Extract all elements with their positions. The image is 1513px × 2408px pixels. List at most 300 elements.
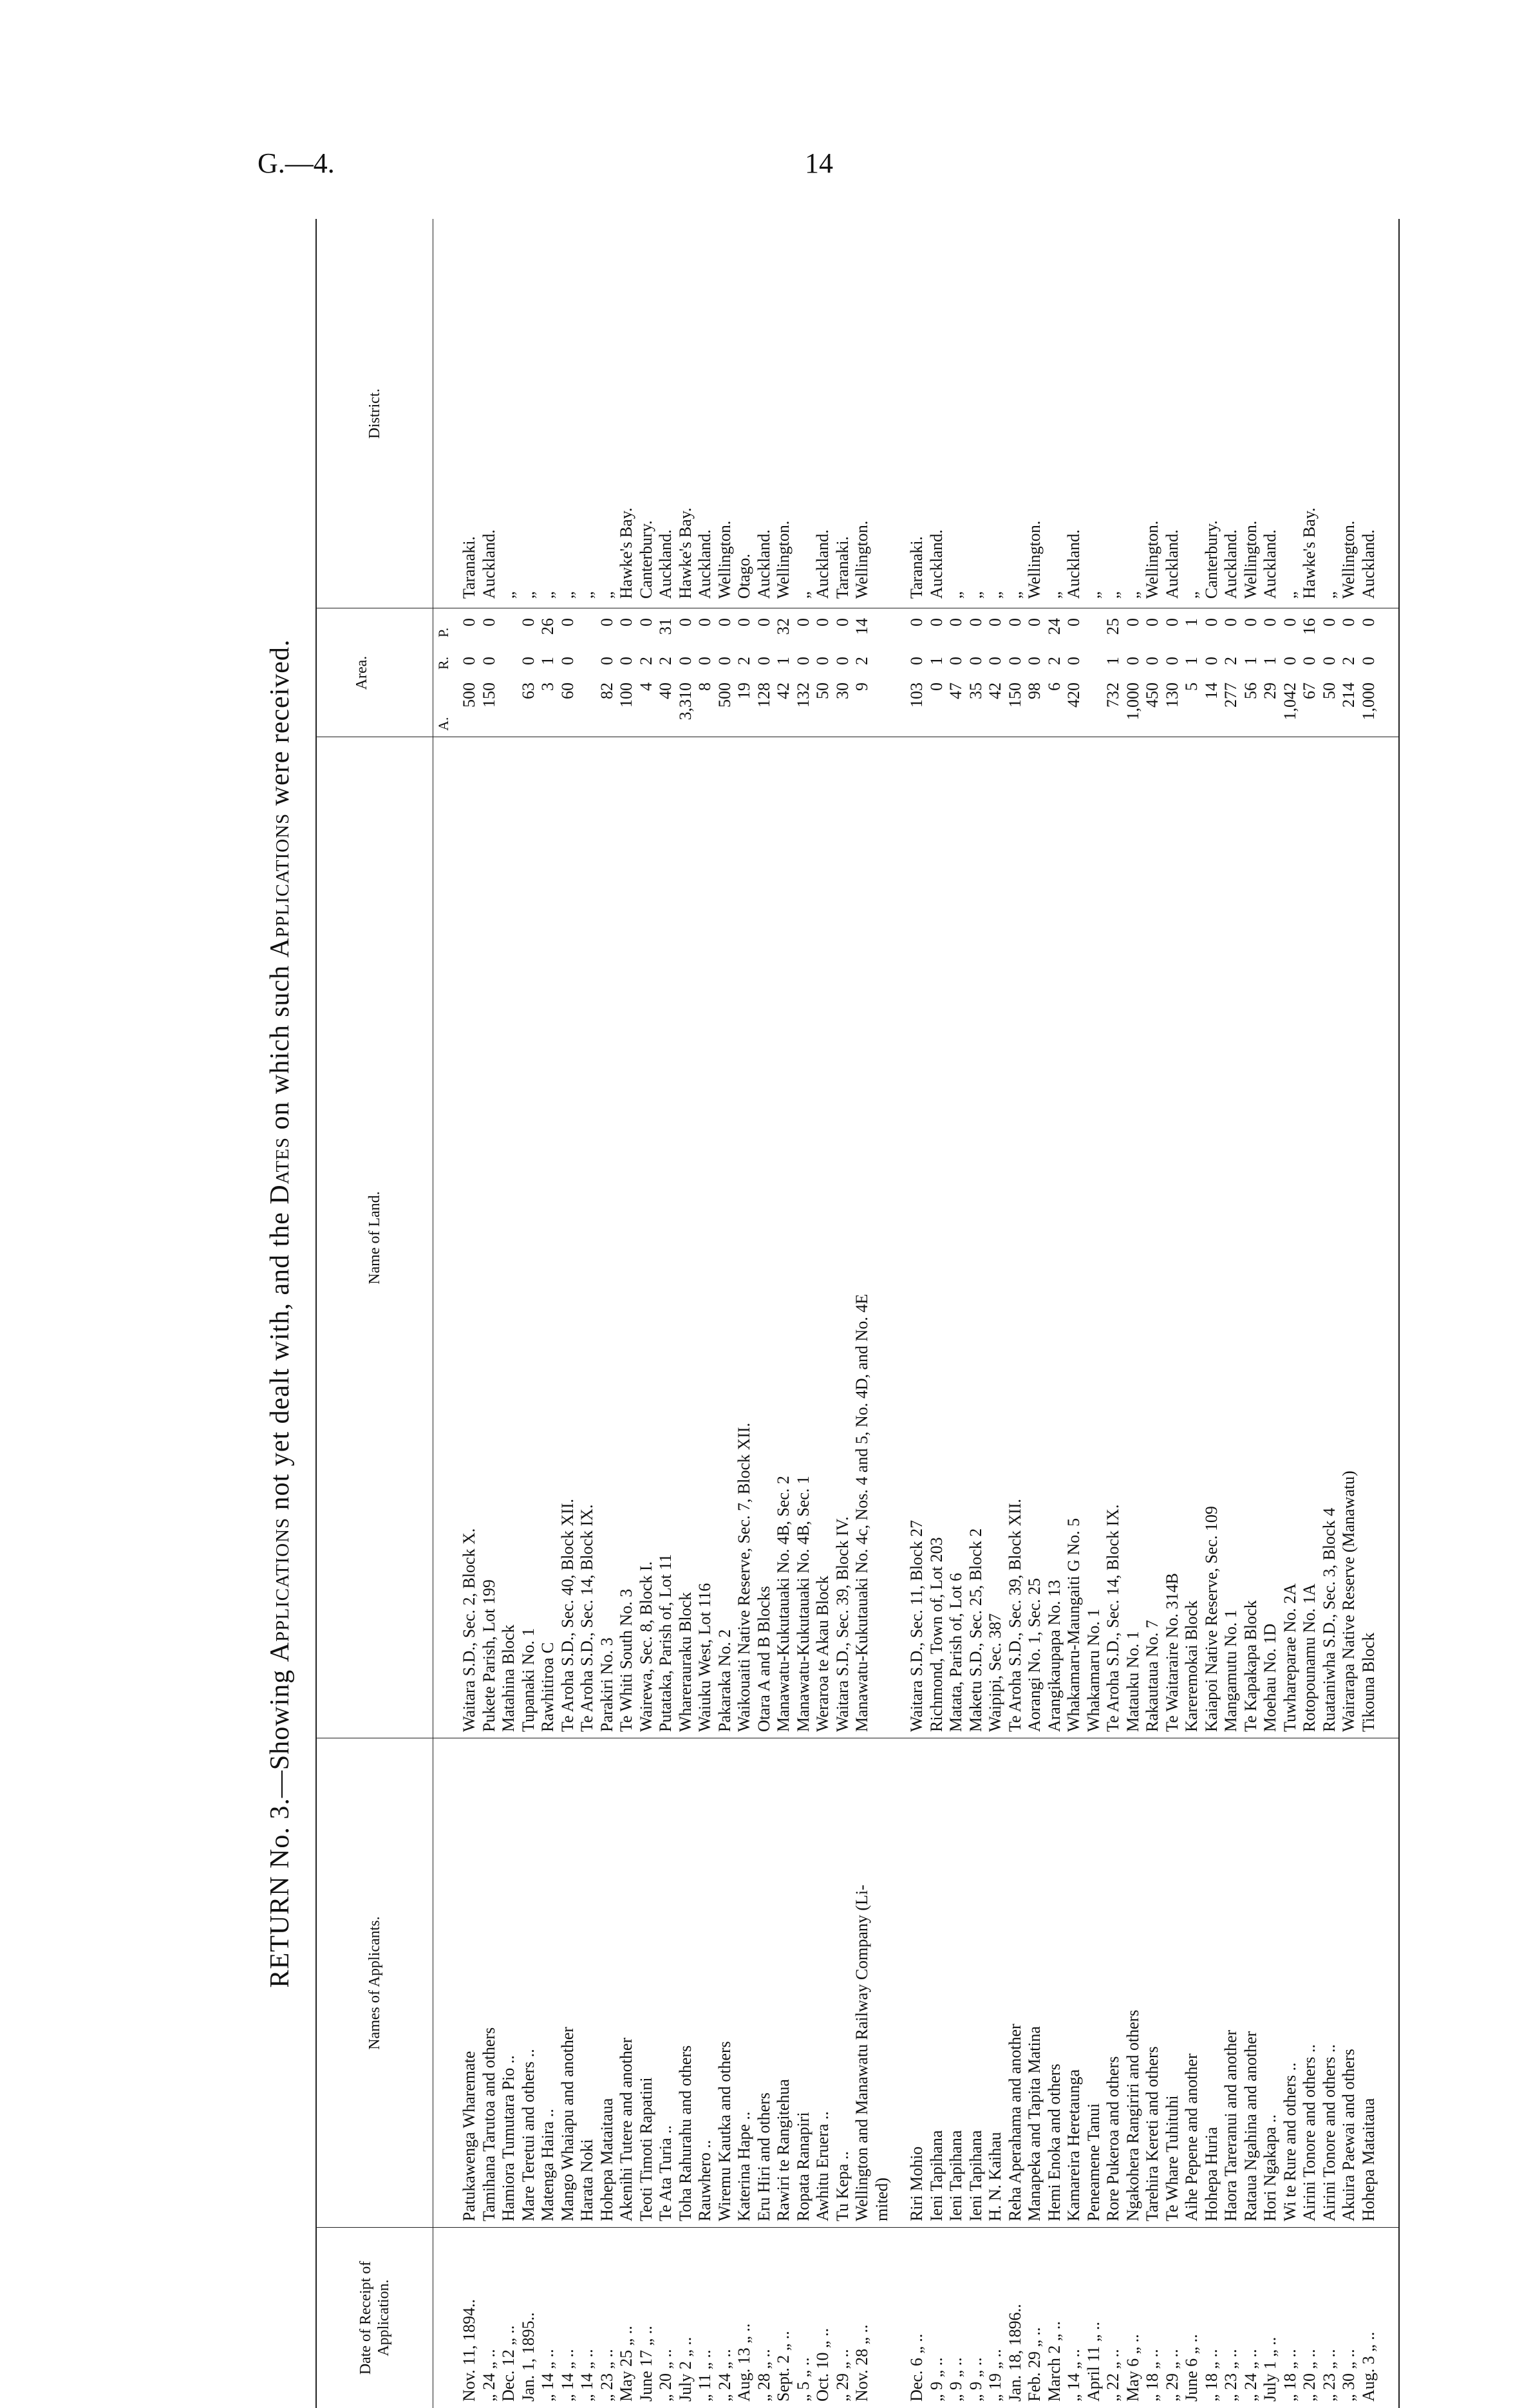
date-cell: „ 5 „ .. (793, 2357, 813, 2402)
applicant-cell: Hohepa Mataitaua (1358, 2098, 1378, 2221)
area-roods-cell: 1 (774, 657, 793, 665)
area-roods-cell: 1 (1241, 657, 1260, 665)
table-row (812, 219, 834, 2408)
area-roods-cell: 0 (946, 657, 965, 665)
table-row (1279, 219, 1301, 2408)
date-cell: June 6 „ .. (1182, 2334, 1201, 2402)
applicant-cell: Aihe Pepene and another (1182, 2053, 1201, 2221)
date-cell: „ 29 „ .. (1162, 2349, 1181, 2402)
applicant-cell: Manapeka and Tapita Matina (1025, 2026, 1044, 2221)
area-acres-cell: 29 (1261, 682, 1279, 699)
area-perches-cell: 0 (1143, 618, 1161, 626)
area-perches-cell: 0 (1261, 618, 1279, 626)
table-row (832, 219, 854, 2408)
date-cell: Dec. 6 „ .. (907, 2333, 926, 2402)
area-acres-cell: 19 (735, 682, 753, 699)
area-perches-cell: 0 (1005, 618, 1024, 626)
area-roods-cell: 2 (1044, 657, 1064, 665)
applicant-cell: Mare Teretui and others .. (518, 2049, 538, 2221)
area-perches-cell: 0 (1280, 618, 1299, 626)
table-row (1083, 219, 1105, 2408)
district-cell: „ (499, 591, 518, 599)
area-acres-cell: 35 (966, 682, 985, 699)
col-header-date: Date of Receipt of Application. (357, 2261, 392, 2375)
district-cell: „ (518, 591, 538, 599)
date-cell: „ 9 „ .. (926, 2357, 946, 2402)
date-cell: „ 24 „ .. (1241, 2349, 1260, 2402)
date-cell: „ 23 „ .. (1221, 2349, 1240, 2402)
date-cell: July 2 „ .. (675, 2337, 695, 2402)
applicant-cell: Teoti Timoti Rapatini (636, 2077, 655, 2221)
area-perches-cell: 0 (1025, 618, 1044, 626)
area-perches-cell: 0 (793, 618, 813, 626)
table-row (576, 219, 598, 2408)
district-cell: Canterbury. (636, 520, 655, 599)
area-perches-cell: 0 (675, 618, 695, 626)
table-row (945, 219, 967, 2408)
district-cell: „ (578, 591, 596, 599)
area-roods-cell: 0 (675, 657, 695, 665)
area-acres-cell: 56 (1241, 682, 1260, 699)
applicant-cell: Katerina Hape .. (735, 2111, 753, 2221)
table-row (655, 219, 677, 2408)
area-perches-cell: 0 (1221, 618, 1240, 626)
land-cell: Waitara S.D., Sec. 2, Block X. (460, 1528, 478, 1732)
area-acres-cell: 103 (907, 682, 926, 708)
area-perches-cell: 0 (1358, 618, 1378, 626)
area-acres-cell: 150 (1005, 682, 1024, 708)
table-row (793, 219, 814, 2408)
applicant-cell: Ieni Tapihana (966, 2130, 985, 2221)
applicant-cell: Airini Tonore and others .. (1300, 2044, 1319, 2221)
district-cell: Hawke's Bay. (1300, 507, 1319, 599)
applicant-cell: Reha Aperahama and another (1005, 2024, 1024, 2221)
district-cell: „ (558, 591, 577, 599)
land-cell: Te Aroha S.D., Sec. 39, Block XII. (1005, 1498, 1024, 1732)
area-perches-cell: 24 (1044, 618, 1064, 635)
applicant-cell: Patukawenga Wharemate (460, 2051, 478, 2221)
area-roods-cell: 0 (813, 657, 832, 665)
area-perches-cell: 0 (946, 618, 965, 626)
table-row (635, 219, 657, 2408)
area-perches-cell: 14 (852, 618, 871, 635)
table-row (1240, 219, 1262, 2408)
district-cell: Auckland. (926, 529, 946, 599)
table-row (733, 219, 755, 2408)
land-cell: Tupanaki No. 1 (518, 1628, 538, 1732)
district-cell: „ (597, 591, 616, 599)
applicant-cell: Akenihi Tutere and another (617, 2037, 635, 2221)
title-sc3: Applications (265, 813, 295, 958)
district-cell: „ (1044, 591, 1064, 599)
table-row (1122, 219, 1144, 2408)
title-mid2: on which such (265, 957, 295, 1137)
table-row (596, 219, 618, 2408)
area-roods-cell: 0 (1143, 657, 1161, 665)
title-mid1: not yet dealt with, and the (265, 1204, 295, 1518)
date-cell: „ 23 „ .. (597, 2349, 616, 2402)
land-cell: Pakaraka No. 2 (715, 1629, 734, 1732)
area-acres-cell: 98 (1025, 682, 1044, 699)
applicant-cell: Rawiri te Rangitehua (774, 2079, 793, 2221)
area-acres-cell: 1,042 (1280, 682, 1299, 720)
applicant-cell: Akuira Paewai and others (1339, 2049, 1358, 2221)
area-perches-cell: 1 (1182, 618, 1201, 626)
applicant-cell: Haora Tareranui and another (1221, 2029, 1240, 2221)
area-perches-cell: 0 (813, 618, 832, 626)
date-cell: „ 14 „ .. (578, 2349, 596, 2402)
district-cell: „ (1005, 591, 1024, 599)
area-perches-cell: 0 (636, 618, 655, 626)
table-row (675, 219, 697, 2408)
area-acres-cell: 4 (636, 682, 655, 691)
area-roods-cell: 0 (907, 657, 926, 665)
land-cell: Wairarapa Native Reserve (Manawatu) (1339, 1471, 1358, 1732)
applicant-cell: Hemi Enoka and others (1044, 2064, 1064, 2221)
applicant-cell: Hohepa Mataitaua (597, 2098, 616, 2221)
table-row (1299, 219, 1320, 2408)
area-perches-cell: 0 (597, 618, 616, 626)
land-cell: Waipipi, Sec. 387 (986, 1613, 1004, 1732)
area-roods-cell: 2 (852, 657, 871, 665)
land-cell: Matata, Parish of, Lot 6 (946, 1573, 965, 1732)
applicant-cell: Airini Tonore and others .. (1319, 2044, 1339, 2221)
area-acres-cell: 42 (774, 682, 793, 699)
district-cell: Auckland. (813, 529, 832, 599)
applicant-cell: Rore Pukeroa and others (1104, 2056, 1122, 2221)
applicant-cell: Hohepa Huria (1201, 2127, 1221, 2221)
area-perches-cell: 0 (832, 618, 852, 626)
table-row (714, 219, 736, 2408)
area-roods-cell: 0 (1064, 657, 1083, 665)
land-cell: Rawhitiroa C (538, 1642, 557, 1732)
area-roods-cell: 0 (1162, 657, 1181, 665)
date-cell: Aug. 13 „ .. (735, 2323, 753, 2402)
area-perches-cell: 16 (1300, 618, 1319, 635)
table-row (1181, 219, 1203, 2408)
area-acres-cell: 50 (1319, 682, 1339, 699)
district-cell: Hawke's Bay. (675, 507, 695, 599)
district-cell: Wellington. (1143, 520, 1161, 599)
applicant-cell: Rauwhero .. (695, 2140, 714, 2221)
table-row (1004, 219, 1026, 2408)
col-header-applicants: Names of Applicants. (366, 1916, 383, 2050)
land-cell: Weraroa te Akau Block (813, 1576, 832, 1732)
district-cell: Hawke's Bay. (617, 507, 635, 599)
district-cell: „ (1182, 591, 1201, 599)
land-cell: Te Aroha S.D., Sec. 14, Block IX. (1104, 1504, 1122, 1732)
area-perches-cell: 0 (926, 618, 946, 626)
date-cell: „ 9 „ .. (966, 2357, 985, 2402)
date-cell: „ 19 „ .. (986, 2349, 1004, 2402)
area-roods-cell: 1 (1182, 657, 1201, 665)
area-roods-cell: 1 (538, 657, 557, 665)
district-cell: „ (1104, 591, 1122, 599)
land-cell: Waitara S.D., Sec. 11, Block 27 (907, 1519, 926, 1732)
applicant-cell: Ieni Tapihana (926, 2130, 946, 2221)
land-cell: Whakamaru No. 1 (1084, 1608, 1103, 1732)
date-cell: „ 24 „ .. (715, 2349, 734, 2402)
district-cell: Wellington. (715, 520, 734, 599)
area-perches-cell: 0 (1241, 618, 1260, 626)
date-cell: „ 18 „ .. (1280, 2349, 1299, 2402)
area-roods-cell: 2 (656, 657, 675, 665)
area-acres-cell: 500 (460, 682, 478, 708)
date-cell: May 6 „ .. (1123, 2334, 1142, 2402)
date-cell: „ 14 „ .. (1064, 2349, 1083, 2402)
area-roods-cell: 0 (1123, 657, 1142, 665)
district-cell: „ (538, 591, 557, 599)
district-cell: „ (793, 591, 813, 599)
table-row (498, 219, 520, 2408)
area-roods-cell: 0 (460, 657, 478, 665)
date-cell: May 25 „ .. (617, 2326, 635, 2402)
table-header (317, 219, 433, 2408)
date-cell: Aug. 3 „ .. (1358, 2331, 1378, 2402)
table-row (557, 219, 579, 2408)
land-cell: Otara A and B Blocks (754, 1586, 773, 1732)
area-acres-cell: 67 (1300, 682, 1319, 699)
land-cell: Kaiapoi Native Reserve, Sec. 109 (1201, 1506, 1221, 1732)
area-roods-cell: 0 (754, 657, 773, 665)
area-perches-cell: 0 (1319, 618, 1339, 626)
area-roods-cell: 0 (1025, 657, 1044, 665)
district-cell: Canterbury. (1201, 520, 1221, 599)
area-perches-cell: 0 (1064, 618, 1083, 626)
area-roods-cell: 0 (479, 657, 498, 665)
table-row (694, 219, 716, 2408)
applicant-cell: H. N. Kaihau (986, 2132, 1004, 2221)
district-cell: Wellington. (774, 520, 793, 599)
district-cell: Taranaki. (907, 536, 926, 599)
date-cell: „ 20 „ .. (656, 2349, 675, 2402)
area-acres-cell: 3 (538, 682, 557, 691)
area-perches-cell: 0 (907, 618, 926, 626)
area-unit-roods: R. (435, 656, 451, 670)
area-acres-cell: 47 (946, 682, 965, 699)
applicant-cell: Ropata Ranapiri (793, 2112, 813, 2221)
area-perches-cell: 32 (774, 618, 793, 635)
area-acres-cell: 14 (1201, 682, 1221, 699)
applicant-cell: Kamareira Heretaunga (1064, 2069, 1083, 2221)
table-row (1220, 219, 1242, 2408)
land-cell: Manawatu-Kukutauaki No. 4c, Nos. 4 and 5, No. 4D, and No. 4E (852, 1293, 871, 1732)
applicant-cell: Te Whare Tuhituhi (1162, 2095, 1181, 2221)
area-acres-cell: 5 (1182, 682, 1201, 691)
title-sc1: Applications (265, 1517, 295, 1662)
date-cell: „ 30 „ .. (1339, 2349, 1358, 2402)
area-roods-cell: 0 (1319, 657, 1339, 665)
table-row (773, 219, 794, 2408)
district-cell: „ (946, 591, 965, 599)
land-cell: Ruataniwha S.D., Sec. 3, Block 4 (1319, 1507, 1339, 1732)
date-cell: „ 9 „ .. (946, 2357, 965, 2402)
district-cell: Auckland. (479, 529, 498, 599)
land-cell: Wairewa, Sec. 8, Block I. (636, 1561, 655, 1732)
table-row (1319, 219, 1340, 2408)
area-roods-cell: 0 (518, 657, 538, 665)
district-cell: Auckland. (695, 529, 714, 599)
date-cell: „ 18 „ .. (1201, 2349, 1221, 2402)
table-row (1102, 219, 1124, 2408)
area-perches-cell: 0 (558, 618, 577, 626)
land-cell: Te Kapakapa Block (1241, 1600, 1260, 1732)
date-cell: Sept. 2 „ .. (774, 2331, 793, 2402)
date-cell: Nov. 11, 1894.. (460, 2299, 478, 2402)
date-cell: Feb. 29 „ .. (1025, 2327, 1044, 2402)
date-cell: March 2 „ .. (1044, 2321, 1064, 2402)
area-roods-cell: 0 (1280, 657, 1299, 665)
area-roods-cell: 0 (1005, 657, 1024, 665)
area-acres-cell: 277 (1221, 682, 1240, 708)
applicant-cell: Tu Kepa .. (832, 2151, 852, 2221)
area-acres-cell: 150 (479, 682, 498, 708)
col-header-area: Area. (353, 655, 370, 690)
district-cell: Auckland. (1358, 529, 1378, 599)
applicant-cell: Toha Rahurahu and others (675, 2045, 695, 2221)
applicant-cell: Tamihana Tarutoa and others (479, 2027, 498, 2221)
table-row (1063, 219, 1085, 2408)
land-cell: Wharerauraku Block (675, 1592, 695, 1732)
table-row (851, 219, 873, 2408)
area-acres-cell: 130 (1162, 682, 1181, 708)
land-cell: Putataka, Parish of, Lot 11 (656, 1554, 675, 1732)
applicant-cell: Ngakohera Rangiriri and others (1123, 2009, 1142, 2221)
table-row (537, 219, 559, 2408)
applicant-cell: Peneamene Tanui (1084, 2103, 1103, 2221)
table-row (1044, 219, 1066, 2408)
district-cell: Otago. (735, 553, 753, 599)
area-acres-cell: 132 (793, 682, 813, 708)
date-cell: Dec. 12 „ .. (499, 2325, 518, 2402)
area-perches-cell: 0 (1123, 618, 1142, 626)
area-roods-cell: 0 (1201, 657, 1221, 665)
area-roods-cell: 0 (793, 657, 813, 665)
area-acres-cell: 63 (518, 682, 538, 699)
area-acres-cell: 0 (926, 682, 946, 691)
area-roods-cell: 0 (1358, 657, 1378, 665)
district-cell: „ (1084, 591, 1103, 599)
area-acres-cell: 82 (597, 682, 616, 699)
district-cell: Taranaki. (832, 536, 852, 599)
area-perches-cell: 0 (518, 618, 538, 626)
area-roods-cell: 2 (1339, 657, 1358, 665)
land-cell: Manawatu-Kukutauaki No. 4B, Sec. 2 (774, 1476, 793, 1732)
district-cell: Wellington. (1339, 520, 1358, 599)
area-roods-cell: 0 (597, 657, 616, 665)
area-acres-cell: 420 (1064, 682, 1083, 708)
district-cell: Auckland. (754, 529, 773, 599)
district-cell: „ (1123, 591, 1142, 599)
land-cell: Moehau No. 1D (1261, 1623, 1279, 1732)
applications-table (315, 219, 1400, 2408)
area-perches-cell: 0 (479, 618, 498, 626)
area-acres-cell: 3,310 (675, 682, 695, 720)
district-cell: Auckland. (1261, 529, 1279, 599)
land-cell: Mangamutu No. 1 (1221, 1610, 1240, 1732)
page-number: 14 (805, 147, 833, 179)
area-acres-cell: 6 (1044, 682, 1064, 691)
land-cell: Matahina Block (499, 1624, 518, 1732)
applicant-cell: Awhitu Eruera .. (813, 2111, 832, 2221)
table-row (871, 219, 893, 2408)
land-cell: Aorangi No. 1, Sec. 25 (1025, 1577, 1044, 1732)
district-cell: Auckland. (1162, 529, 1181, 599)
table-row (1161, 219, 1183, 2408)
table-row (1358, 219, 1380, 2408)
land-cell: Te Whiti South No. 3 (617, 1588, 635, 1732)
date-cell: Nov. 28 „ .. (852, 2324, 871, 2402)
district-cell: Taranaki. (460, 536, 478, 599)
date-cell: „ 14 „ .. (558, 2349, 577, 2402)
district-cell: Wellington. (1241, 520, 1260, 599)
applicant-cell: Matenga Haira .. (538, 2109, 557, 2221)
district-cell: „ (966, 591, 985, 599)
date-cell: July 1 „ .. (1261, 2337, 1279, 2402)
area-acres-cell: 732 (1104, 682, 1122, 708)
area-roods-cell: 0 (986, 657, 1004, 665)
area-roods-cell: 0 (695, 657, 714, 665)
table-row (984, 219, 1006, 2408)
table-row (926, 219, 948, 2408)
area-roods-cell: 2 (1221, 657, 1240, 665)
area-acres-cell: 40 (656, 682, 675, 699)
applicant-cell: mited) (872, 2178, 891, 2221)
applicant-cell: Harata Noki (578, 2139, 596, 2221)
table-row (1201, 219, 1223, 2408)
title-prefix: RETURN No. 3.—Showing (265, 1662, 295, 1988)
date-cell: Oct. 10 „ .. (813, 2328, 832, 2402)
area-roods-cell: 0 (1300, 657, 1319, 665)
land-cell: Kareremokai Block (1182, 1600, 1201, 1732)
title-sc2: Dates (265, 1136, 295, 1205)
land-cell: Parakiri No. 3 (597, 1637, 616, 1732)
land-cell: Arangikaupapa No. 13 (1044, 1579, 1064, 1732)
table-row (906, 219, 928, 2408)
applicant-cell: Wi te Rure and others .. (1280, 2062, 1299, 2221)
area-roods-cell: 1 (1104, 657, 1122, 665)
area-perches-cell: 0 (460, 618, 478, 626)
col-header-land: Name of Land. (366, 1191, 383, 1284)
area-perches-cell: 0 (986, 618, 1004, 626)
date-cell: „ 14 „ .. (538, 2349, 557, 2402)
table-row (965, 219, 987, 2408)
rotated-table-frame (254, 219, 1400, 2408)
area-acres-cell: 500 (715, 682, 734, 708)
area-roods-cell: 2 (636, 657, 655, 665)
area-perches-cell: 0 (1201, 618, 1221, 626)
date-cell: April 11 „ .. (1084, 2322, 1103, 2402)
table-row (478, 219, 500, 2408)
land-cell: Rotopounamu No. 1A (1300, 1583, 1319, 1732)
date-cell: „ 18 „ .. (1143, 2349, 1161, 2402)
area-acres-cell: 30 (832, 682, 852, 699)
area-roods-cell: 0 (966, 657, 985, 665)
area-perches-cell: 0 (715, 618, 734, 626)
area-roods-cell: 1 (1261, 657, 1279, 665)
area-perches-cell: 0 (617, 618, 635, 626)
area-roods-cell: 0 (617, 657, 635, 665)
area-unit-acres: A. (435, 717, 451, 731)
table-row (1259, 219, 1281, 2408)
land-cell: Tuwhareparae No. 2A (1280, 1583, 1299, 1732)
table-row (753, 219, 775, 2408)
land-cell: Pukete Parish, Lot 199 (479, 1579, 498, 1732)
area-acres-cell: 50 (813, 682, 832, 699)
date-cell: „ 24 „ .. (479, 2349, 498, 2402)
area-acres-cell: 1,000 (1358, 682, 1378, 720)
table-row (1142, 219, 1163, 2408)
